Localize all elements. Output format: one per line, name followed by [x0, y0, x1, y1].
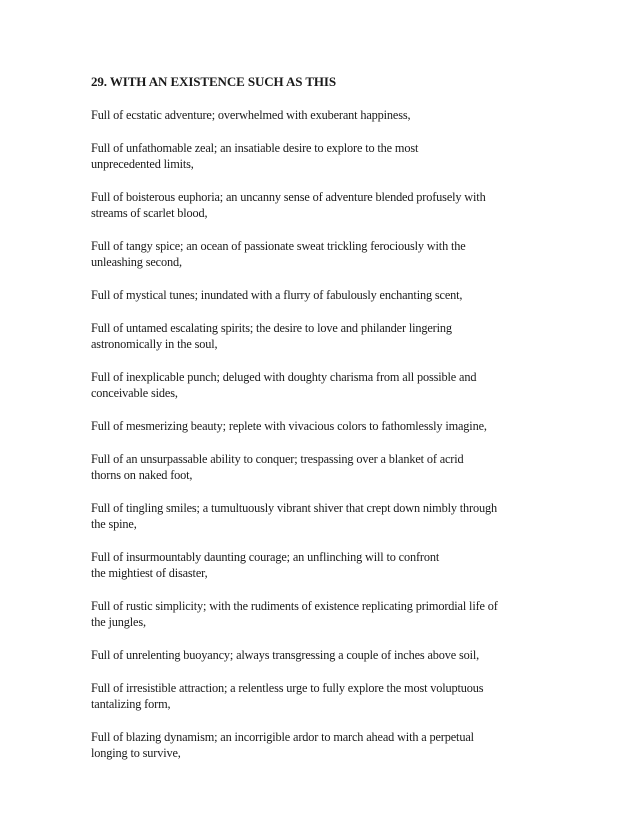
poem-line: Full of rustic simplicity; with the rudiments of existence replicating primordial life of	[91, 599, 498, 613]
poem-stanza	[91, 369, 578, 401]
poem-line: streams of scarlet blood,	[91, 206, 208, 220]
poem-stanza	[91, 451, 578, 483]
poem-stanza	[91, 647, 578, 663]
poem-line: Full of mesmerizing beauty; replete with vivacious colors to fathomlessly imagine,	[91, 419, 487, 433]
poem-line: the mightiest of disaster,	[91, 566, 208, 580]
poem-stanza	[91, 140, 578, 172]
poem-line: conceivable sides,	[91, 386, 178, 400]
poem-line: thorns on naked foot,	[91, 468, 193, 482]
poem-stanza	[91, 598, 578, 630]
poem-stanza	[91, 189, 578, 221]
poem-line: Full of insurmountably daunting courage; an unflinching will to confront	[91, 550, 440, 564]
poem-stanza	[91, 680, 578, 712]
poem-line: Full of unrelenting buoyancy; always transgressing a couple of inches above soil,	[91, 648, 480, 662]
poem-line: Full of untamed escalating spirits; the desire to love and philander lingering	[91, 321, 452, 335]
poem-line: Full of inexplicable punch; deluged with doughty charisma from all possible and	[91, 370, 477, 384]
poem-stanza	[91, 418, 578, 434]
poem-line: the jungles,	[91, 615, 146, 629]
poem-stanza	[91, 238, 578, 270]
poem-line: Full of ecstatic adventure; overwhelmed with exuberant happiness,	[91, 108, 411, 122]
poem-stanza	[91, 287, 578, 303]
poem-line: longing to survive,	[91, 746, 181, 760]
poem-line: unprecedented limits,	[91, 157, 194, 171]
poem-line: Full of tangy spice; an ocean of passionate sweat trickling ferociously with the	[91, 239, 466, 253]
poem-line: Full of an unsurpassable ability to conquer; trespassing over a blanket of acrid	[91, 452, 464, 466]
poem-line: tantalizing form,	[91, 697, 171, 711]
poem-stanza	[91, 107, 578, 123]
poem-line: the spine,	[91, 517, 137, 531]
poem-line: Full of blazing dynamism; an incorrigible ardor to march ahead with a perpetual	[91, 730, 474, 744]
poem-line: astronomically in the soul,	[91, 337, 218, 351]
poem-title: 29. WITH AN EXISTENCE SUCH AS THIS	[91, 74, 337, 89]
poem-line: Full of irresistible attraction; a relentless urge to fully explore the most voluptuous	[91, 681, 484, 695]
poem-line: Full of boisterous euphoria; an uncanny sense of adventure blended profusely with	[91, 190, 486, 204]
poem-stanza	[91, 549, 578, 581]
poem-line: Full of tingling smiles; a tumultuously vibrant shiver that crept down nimbly through	[91, 501, 497, 515]
poem-stanza	[91, 500, 578, 532]
poem-stanza	[91, 729, 578, 761]
poem-body	[91, 107, 578, 761]
poem-line: Full of unfathomable zeal; an insatiable desire to explore to the most	[91, 141, 419, 155]
poem-line: unleashing second,	[91, 255, 182, 269]
poem-stanza	[91, 320, 578, 352]
poem-line: Full of mystical tunes; inundated with a flurry of fabulously enchanting scent,	[91, 288, 463, 302]
